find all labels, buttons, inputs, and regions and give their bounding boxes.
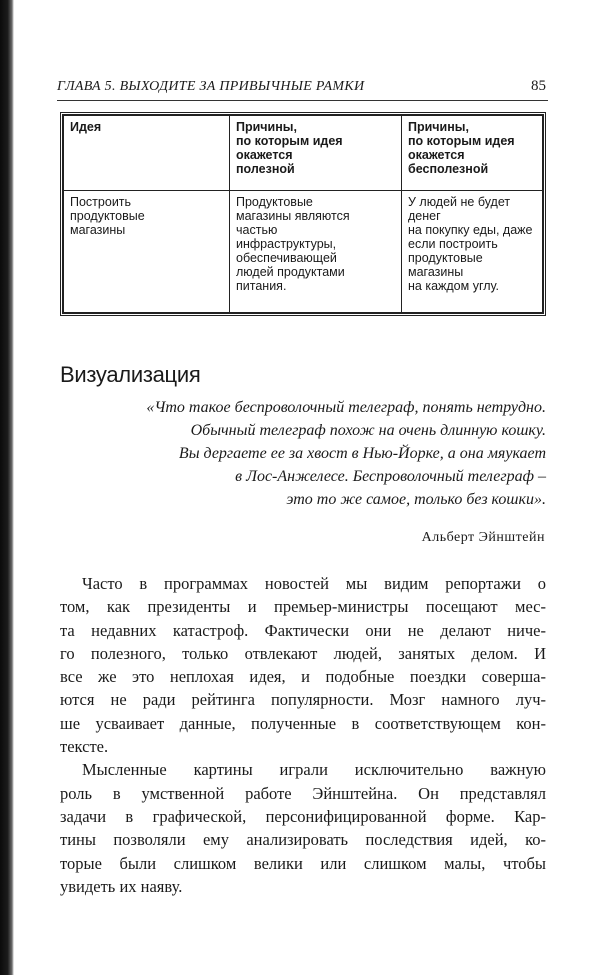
text-line: все же это неплохая идея, и подобные поездки соверша- bbox=[60, 667, 546, 687]
epigraph-line: это то же самое, только без кошки». bbox=[286, 491, 546, 508]
epigraph-line: Вы дергаете ее за хвост в Нью-Йорке, а она мяукает bbox=[178, 445, 546, 462]
table-cell-useful: Продуктовые магазины являются частью инфраструктуры, обеспечивающей людей продуктами питания. bbox=[230, 191, 402, 313]
epigraph-quote bbox=[60, 396, 546, 511]
text-line: задачи в графической, персонифицированной форме. Кар- bbox=[60, 806, 546, 826]
text-line: ше усваивает данные, полученные в соответствующем кон- bbox=[60, 713, 546, 733]
page-header bbox=[57, 78, 548, 101]
ideas-table bbox=[60, 112, 546, 316]
text-line: го полезного, только отвлекают людей, занятых делом. И bbox=[60, 643, 546, 663]
text-line: том, как президенты и премьер-министры посещают мес- bbox=[60, 597, 546, 617]
table-header-useless: Причины, по которым идея окажется бесполезной bbox=[402, 116, 543, 191]
epigraph-line: «Что такое беспроволочный телеграф, понять нетрудно. bbox=[146, 399, 546, 416]
running-head: ГЛАВА 5. ВЫХОДИТЕ ЗА ПРИВЫЧНЫЕ РАМКИ bbox=[57, 79, 365, 94]
table-cell-idea: Построить продуктовые магазины bbox=[64, 191, 230, 313]
table-header-row bbox=[64, 116, 543, 191]
table-header-useful: Причины, по которым идея окажется полезной bbox=[230, 116, 402, 191]
section-title: Визуализация bbox=[60, 362, 201, 387]
table-header-idea: Идея bbox=[64, 116, 230, 191]
text-line: та недавних катастроф. Фактически они не делают ниче- bbox=[60, 620, 546, 640]
body-text bbox=[60, 572, 546, 898]
text-line: ются не ради рейтинга популярности. Мозг намного луч- bbox=[60, 690, 546, 710]
text-line: Часто в программах новостей мы видим репортажи о bbox=[82, 574, 546, 593]
page-number: 85 bbox=[531, 78, 546, 94]
text-line: тины позволяли ему анализировать последствия идей, ко- bbox=[60, 830, 546, 850]
text-line: торые были слишком велики или слишком малы, чтобы bbox=[60, 853, 546, 873]
paragraph-2 bbox=[60, 758, 546, 898]
table-row bbox=[64, 191, 543, 313]
table-cell-useless: У людей не будет денег на покупку еды, даже если построить продуктовые магазины на каждом углу. bbox=[402, 191, 543, 313]
text-line: Мысленные картины играли исключительно важную bbox=[82, 760, 546, 780]
text-line: тексте. bbox=[60, 737, 109, 757]
text-line: роль в умственной работе Эйнштейна. Он представлял bbox=[60, 783, 546, 803]
epigraph-author: Альберт Эйнштейн bbox=[421, 530, 545, 545]
book-spine-shadow bbox=[0, 0, 14, 975]
paragraph-1 bbox=[60, 572, 546, 758]
text-line: увидеть их наяву. bbox=[60, 876, 183, 896]
epigraph-line: Обычный телеграф похож на очень длинную кошку. bbox=[190, 422, 546, 439]
epigraph-line: в Лос-Анжелесе. Беспроволочный телеграф – bbox=[235, 468, 546, 485]
